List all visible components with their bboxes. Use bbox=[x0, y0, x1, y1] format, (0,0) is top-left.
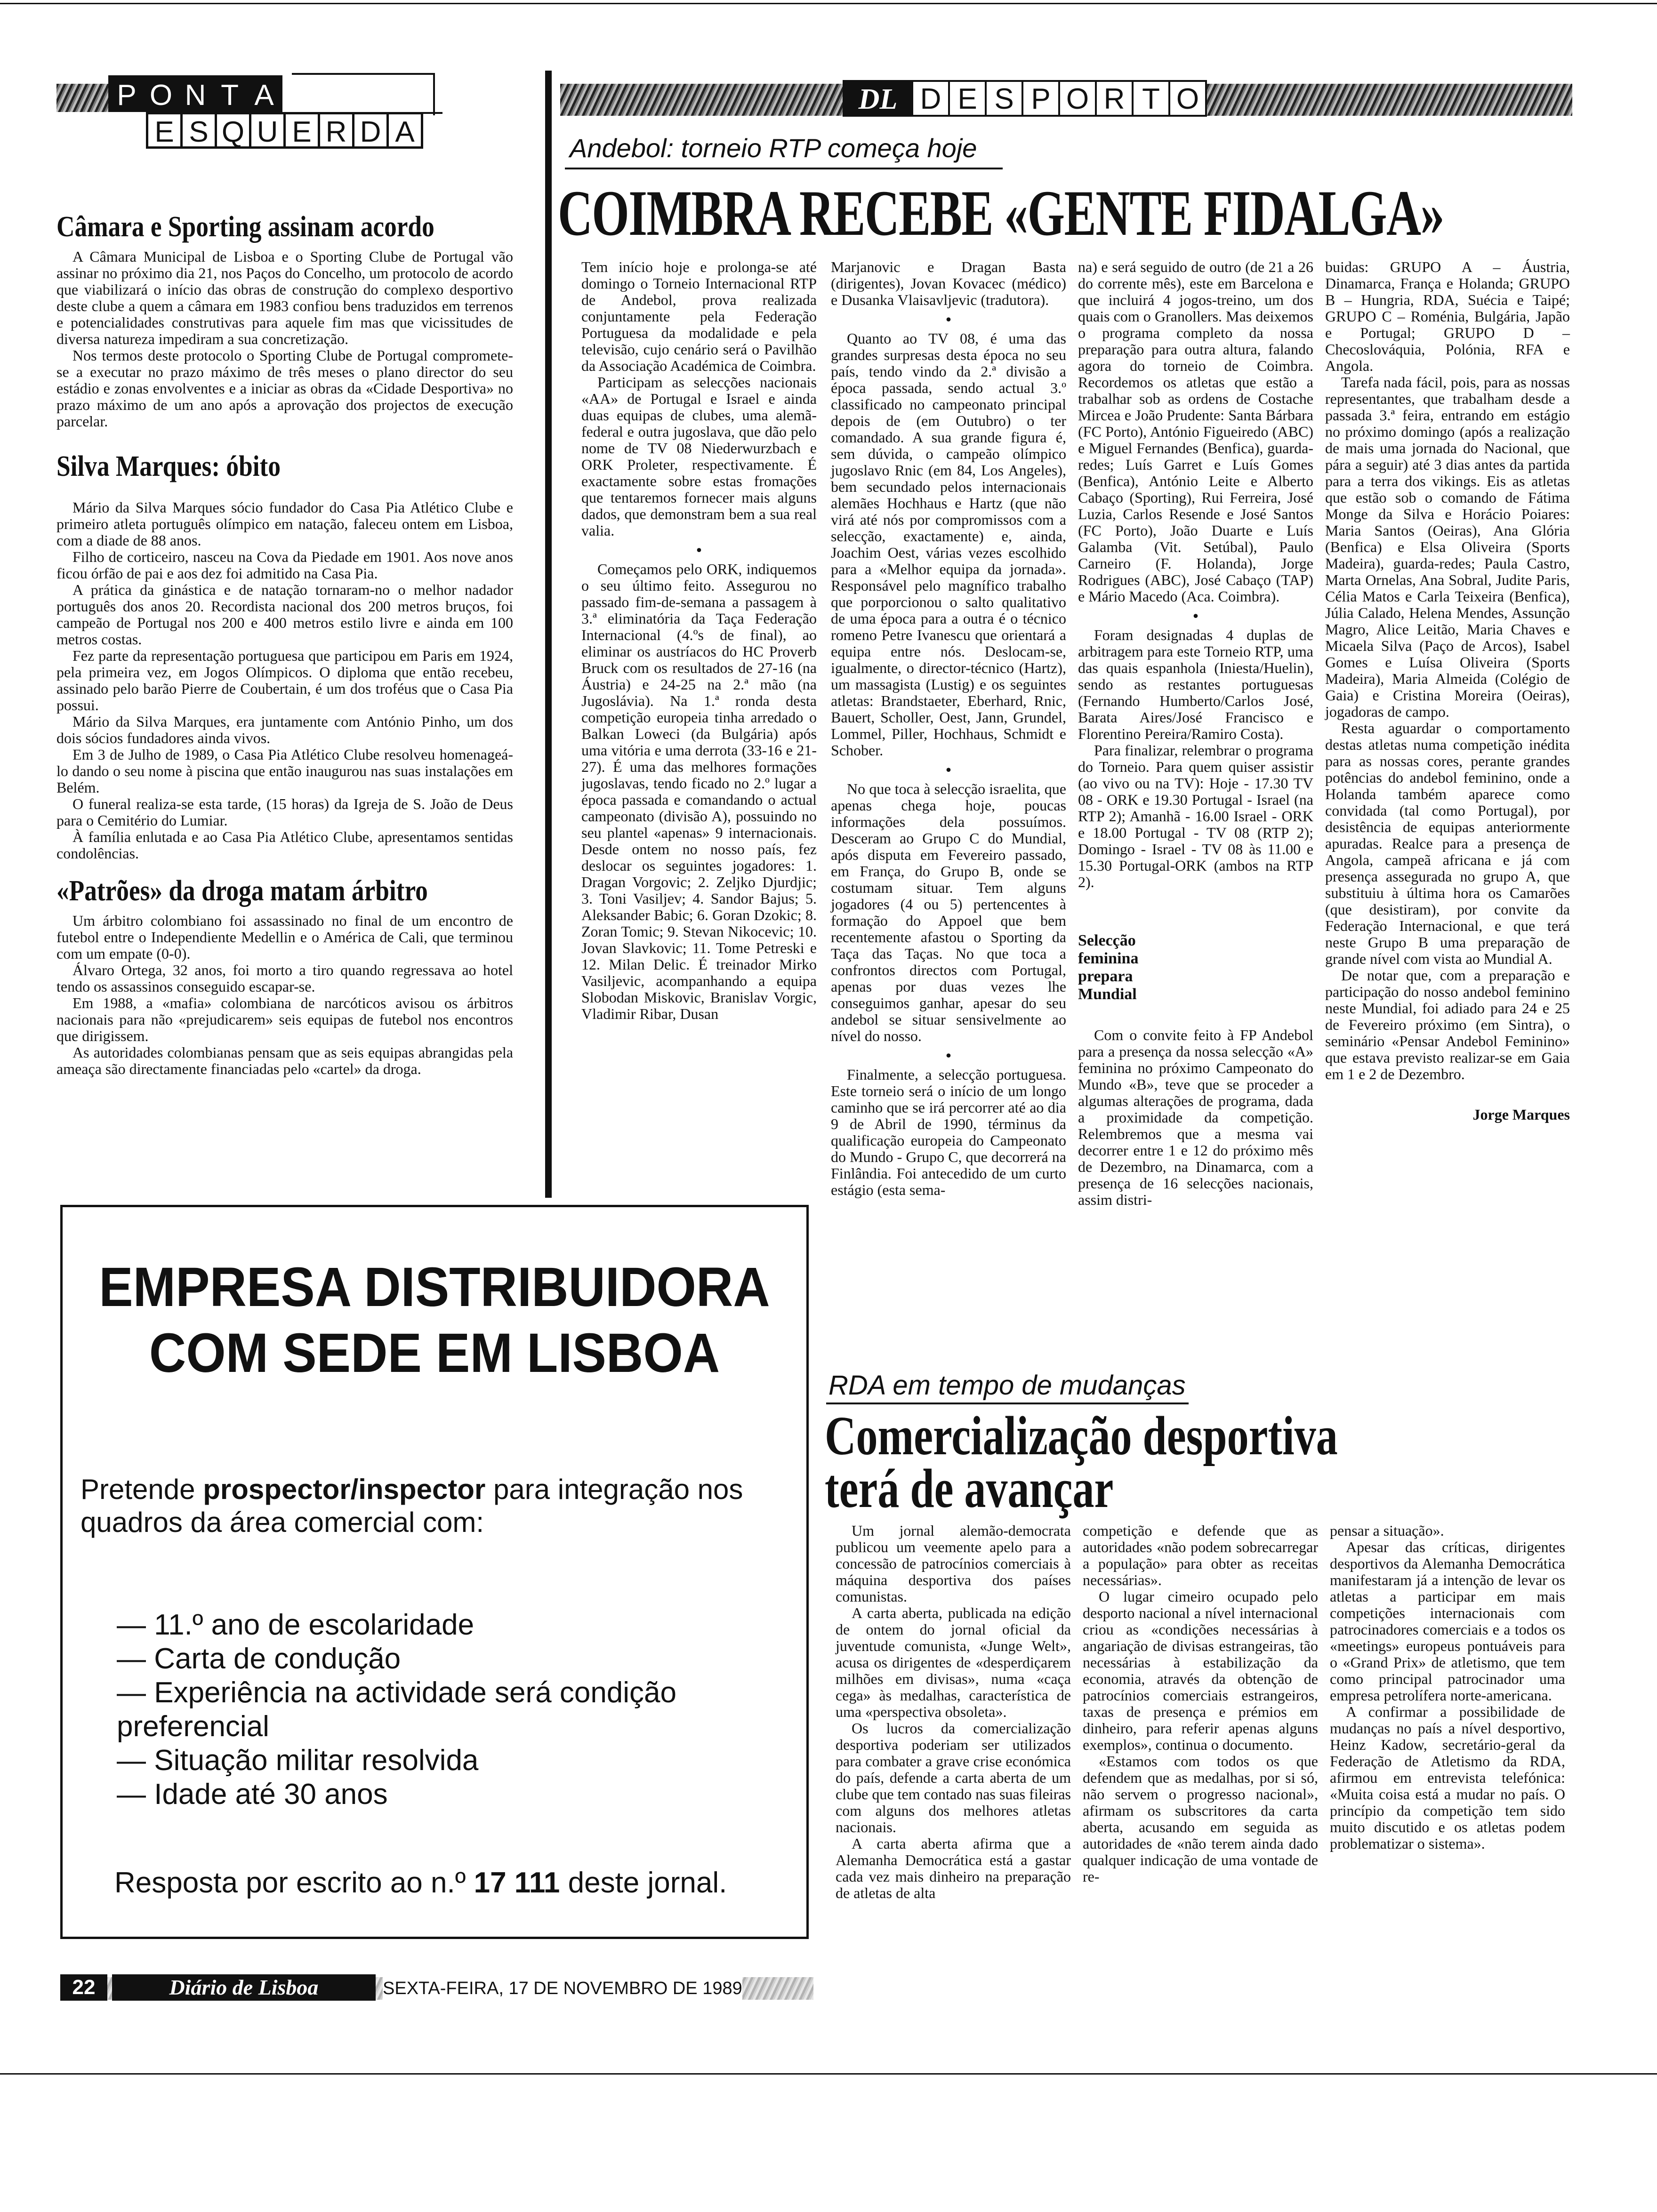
paragraph: Tarefa nada fácil, pois, para as nossas representantes, que trabalham desde a passada 3.ª feira, entrando em estágio no próximo domingo (após a realização de mais uma jornada do Nacional, que pára a seguir) até 3 dias antes da partida para a terra dos vikings. Eis as atletas que estão sob o comando de Fátima Monge da Silva e Horácio Poiares: Maria Santos (Oeiras), Ana Glória (Benfica) e Elsa Oliveira (Sports Madeira), guarda-redes; Paula Castro, Marta Ornelas, Ana Sobral, Judite Paris, Célia Matos e Carla Teixeira (Benfica), Júlia Calado, Helena Mendes, Assunção Magro, Alice Leitão, Maria Chaves e Micaela Silva (Paço de Arcos), Isabel Gomes e Luísa Oliveira (Sports Madeira), Maria Almeida (Colégio de Gaia) e Cristina Moreira (Oeiras), jogadoras de campo. bbox=[1325, 374, 1570, 720]
paragraph: Álvaro Ortega, 32 anos, foi morto a tiro quando regressava ao hotel tendo os assassinos conseguido escapar-se. bbox=[56, 962, 513, 995]
left-column bbox=[56, 212, 513, 1077]
box-letter: N bbox=[177, 75, 214, 112]
byline: Jorge Marques bbox=[1472, 1106, 1570, 1123]
box-letter: D bbox=[911, 80, 950, 117]
paragraph: Foram designadas 4 duplas de arbitragem para este Torneio RTP, uma das quais espanhola (Iniesta/Huelin), sendo as restantes portuguesas (Fernando Humberto/Carlos José, Barata Aires/José Francisco e Florentino Pereira/Ramiro Costa). bbox=[1078, 626, 1313, 742]
article-title: «Patrões» da droga matam árbitro bbox=[56, 875, 428, 907]
paragraph: Apesar das críticas, dirigentes desportivos da Alemanha Democrática manifestaram já a intenção de levar os atletas a participar em mais competições internacionais com patrocinadores comerciais e a todos os «meetings» europeus pontuáveis para o «Grand Prix» de atletismo, que tem como principal patrocinador uma empresa petrolífera norte-americana. bbox=[1330, 1539, 1565, 1704]
paragraph: Para finalizar, relembrar o programa do Torneio. Para quem quiser assistir (ao vivo ou na TV): Hoje - 17.30 TV 08 - ORK e 19.30 Portugal - Israel (na RTP 2); Amanhã - 16.00 Israel - ORK e 18.00 Portugal - TV 08 (RTP 2); Domingo - Israel - TV 08 às 11.00 e 15.30 Portugal-ORK (ambos na RTP 2). bbox=[1078, 742, 1313, 890]
paragraph-separator: • bbox=[946, 311, 951, 328]
section-header-letters bbox=[843, 80, 1205, 117]
advert-intro: Pretende prospector/inspector para integração nos quadros da área comercial com: bbox=[80, 1474, 743, 1538]
advert-box bbox=[60, 1205, 809, 1939]
article-title: Silva Marques: óbito bbox=[56, 450, 281, 482]
footer-date: SEXTA-FEIRA, 17 DE NOVEMBRO DE 1989 bbox=[383, 1977, 742, 2000]
box-letter: R bbox=[1095, 80, 1134, 117]
paragraph: competição e defende que as autoridades «não podem sobrecarregar a população» para obter as receitas necessárias». bbox=[1083, 1522, 1318, 1588]
paragraph: O funeral realiza-se esta tarde, (15 horas) da Igreja de S. João de Deus para o Cemitério do Lumiar. bbox=[56, 795, 513, 829]
second-col-2 bbox=[1083, 1523, 1318, 1885]
paragraph: A carta aberta afirma que a Alemanha Democrática está a gastar cada vez mais dinheiro na preparação de atletas de alta bbox=[836, 1835, 1071, 1901]
paragraph: As autoridades colombianas pensam que as seis equipas abrangidas pela ameaça são directamente financiadas pelo «cartel» da droga. bbox=[56, 1044, 513, 1077]
box-letter: R bbox=[318, 112, 354, 149]
paragraph: A Câmara Municipal de Lisboa e o Sporting Clube de Portugal vão assinar no próximo dia 21, nos Paços do Concelho, um protocolo de acordo que viabilizará o início das obras de construção do complexo desportivo deste clube a quem a câmara em 1983 confiou bens traduzidos em terrenos e potencialidades construtivas para aquele fim mas que vicissitudes de diversa natureza impediram a sua concretização. bbox=[56, 248, 513, 347]
paragraph: Tem início hoje e prolonga-se até domingo o Torneio Internacional RTP de Andebol, prova realizada conjuntamente pela Federação Portuguesa da modalidade e pela televisão, cujo cenário será o Pavilhão da Associação Académica de Coimbra. bbox=[581, 258, 817, 374]
main-col-2 bbox=[831, 259, 1066, 1198]
paragraph: Marjanovic e Dragan Basta (dirigentes), Jovan Kovacec (médico) e Dusanka Vlaisavljevic (tradutora). bbox=[831, 258, 1066, 308]
box-letter: A bbox=[246, 75, 282, 112]
second-col-3 bbox=[1330, 1523, 1565, 1852]
box-letter: P bbox=[1022, 80, 1060, 117]
paper-name: Diário de Lisboa bbox=[112, 1974, 376, 2001]
advert-requirement: — Carta de condução bbox=[117, 1643, 401, 1675]
second-kicker-rule bbox=[826, 1403, 1189, 1404]
ponta-row bbox=[108, 75, 280, 112]
second-headline: Comercialização desportiva terá de avançar bbox=[825, 1405, 1338, 1519]
paragraph: Um jornal alemão-democrata publicou um veemente apelo para a concessão de patrocínios comerciais à máquina desportiva dos países comunistas. bbox=[836, 1522, 1071, 1605]
box-letter: U bbox=[249, 112, 286, 149]
advert-requirement: — Experiência na actividade será condição preferencial bbox=[117, 1676, 677, 1743]
box-letter: S bbox=[985, 80, 1023, 117]
paragraph: buidas: GRUPO A – Áustria, Dinamarca, França e Holanda; GRUPO B – Hungria, RDA, Suécia e Taipé; GRUPO C – Roménia, Bulgária, Japão e Portugal; GRUPO D – Checoslováquia, Polónia, RFA e Angola. bbox=[1325, 258, 1570, 374]
article-body bbox=[56, 248, 513, 430]
box-letter: E bbox=[283, 112, 320, 149]
paragraph: Nos termos deste protocolo o Sporting Clube de Portugal compromete-se a executar no prazo máximo de três meses o plano director do seu estádio e zonas envolventes e a iniciar as obras da «Cidade Desportiva» no prazo máximo de um ano após a aprovação dos projectos de execução parcelar. bbox=[56, 347, 513, 430]
box-letter: D bbox=[352, 112, 389, 149]
box-letter: A bbox=[386, 112, 423, 149]
paragraph-separator: • bbox=[946, 761, 951, 778]
paragraph: Resta aguardar o comportamento destas atletas numa competição inédita para as nossas cores, perante grandes potências do andebol feminino, onde a Holanda também aparece como convidada (tal como Portugal), por desistência de equipas anteriormente apuradas. Realce para a presença de Angola, campeã africana e já com presença assegurada no grupo A, que substituiu à última hora os Camarões (que desistiram), por convite da Federação Internacional, e que terá neste Grupo B uma preparação de grande nível com vista ao Mundial A. bbox=[1325, 720, 1570, 967]
article-patroes bbox=[56, 876, 513, 1077]
column-divider bbox=[545, 71, 552, 1198]
paragraph: De notar que, com a preparação e participação do nosso andebol feminino neste Mundial, foi adiado para 24 e 25 de Fevereiro próximo (em Sintra), o seminário «Pensar Andebol Feminino» que estava previsto realizar-se em Gaia em 1 e 2 de Dezembro. bbox=[1325, 967, 1570, 1082]
paragraph-separator: • bbox=[946, 1047, 951, 1064]
main-col-1 bbox=[581, 259, 817, 1022]
subhead-feminina: Selecção feminina prepara Mundial bbox=[1078, 932, 1139, 1003]
main-kicker: Andebol: torneio RTP começa hoje bbox=[570, 133, 977, 163]
paragraph-separator: • bbox=[1193, 607, 1199, 624]
paragraph: No que toca à selecção israelita, que apenas chega hoje, poucas informações dela possuímos. Desceram ao Grupo C do Mundial, após disputa em Fevereiro passado, em França, do Grupo B, onde se costumam situar. Tem alguns jogadores (4 ou 5) pertencentes à formação do Appoel que bem recentemente afastou o Sporting da Taça das Taças. No que toca a confrontos directos com Portugal, apenas por duas vezes lhe conseguimos ganhar, apesar do seu andebol se situar sensivelmente ao nível do nosso. bbox=[831, 780, 1066, 1044]
kicker-rule bbox=[565, 168, 1003, 169]
box-letter: P bbox=[108, 75, 145, 112]
paragraph: Um árbitro colombiano foi assassinado no final de um encontro de futebol entre o Independiente Medellin e o América de Cali, que terminou com um empate (0-0). bbox=[56, 912, 513, 962]
paragraph: Quanto ao TV 08, é uma das grandes surpresas desta época no seu país, tendo vindo da 2.ª divisão a época passada, sendo actual 3.º classificado no campeonato principal depois de (em Outubro) o ter comandado. A sua grande figura é, sem dúvida, o campeão olímpico jugoslavo Rnic (em 84, Los Angeles), bem secundado pelos internacionais alemães Hochhaus e Hartz (que não virá até nós por compromissos com a selecção, exactamente) e, ainda, Joachim Oest, várias vezes escolhido para a «Melhor equipa da jornada». Responsável pelo magnífico trabalho que porporcionou o salto qualitativo de uma época para a outra é o técnico romeno Petre Ivanescu que orientará a equipa entre nós. Deslocam-se, igualmente, o director-técnico (Hartz), um massagista (Lustig) e os seguintes atletas: Brandstaeter, Eberhard, Rnic, Bauert, Scholler, Oest, Jann, Grundel, Lommel, Piller, Hochhaus, Schmidt e Schober. bbox=[831, 330, 1066, 759]
paragraph: Fez parte da representação portuguesa que participou em Paris em 1924, pela primeira vez, em Jogos Olímpicos. O diploma que então recebeu, assinado pelo barão Pierre de Coubertain, é um dos troféus que o Casa Pia possui. bbox=[56, 647, 513, 713]
article-camara bbox=[56, 212, 513, 430]
box-letter: Q bbox=[215, 112, 251, 149]
article-silva-marques bbox=[56, 451, 513, 862]
box-letter: O bbox=[143, 75, 179, 112]
paragraph: Em 1988, a «mafia» colombiana de narcóticos avisou os árbitros nacionais para não «prejudicarem» seis equipas de futebol nos encontros que dirigissem. bbox=[56, 994, 513, 1044]
top-rule bbox=[0, 3, 1657, 4]
second-kicker: RDA em tempo de mudanças bbox=[828, 1370, 1186, 1401]
paragraph-separator: • bbox=[696, 541, 702, 558]
paragraph: Mário da Silva Marques, era juntamente com António Pinho, um dos dois sócios fundadores ainda vivos. bbox=[56, 713, 513, 746]
article-body bbox=[56, 913, 513, 1077]
main-col-4 bbox=[1325, 259, 1570, 1123]
advert-title: EMPRESA DISTRIBUIDORA COM SEDE EM LISBOA bbox=[99, 1256, 770, 1384]
paragraph: Finalmente, a selecção portuguesa. Este torneio será o início de um longo caminho que se irá percorrer até ao dia 9 de Abril de 1990, términus da qualificação europeia do Campeonato do Mundo - Grupo C, que decorrerá na Finlândia. Foi antecedido de um curto estágio (esta sema- bbox=[831, 1066, 1066, 1198]
footer bbox=[60, 1974, 861, 2003]
page-number: 22 bbox=[60, 1974, 107, 2001]
paragraph: Participam as selecções nacionais «AA» de Portugal e Israel e ainda duas equipas de clubes, uma alemã-federal e outra jugoslava, que dão pelo nome de TV 08 Niederwurzbach e ORK Proleter, respectivamente. É exactamente sobre estas fromações que tentaremos fornecer mais alguns dados, que demonstram bem a sua real valia. bbox=[581, 374, 817, 539]
box-letter: T bbox=[211, 75, 248, 112]
box-letter: O bbox=[1058, 80, 1097, 117]
paragraph: na) e será seguido de outro (de 21 a 26 do corrente mês), este em Barcelona e que incluirá 4 jogos-treino, um dos quais com o Granollers. Mas deixemos o programa completo da nossa preparação para outra altura, falando agora do torneio de Coimbra. Recordemos os atletas que estão a trabalhar sob as ordens de Costache Mircea e João Prudente: Santa Bárbara (FC Porto), António Figueiredo (ABC) e Miguel Fernandes (Benfica), guarda-redes; Luís Garret e Luís Gomes (Benfica), António Leite e Alberto Cabaço (Sporting), Rui Ferreira, José Luzia, Carlos Resende e José Santos (FC Porto), João Duarte e Luís Galamba (Vit. Setúbal), Paulo Carneiro (F. Holanda), Jorge Rodrigues (ABC), José Cabaço (TAP) e Mário Macedo (Aca. Coimbra). bbox=[1078, 258, 1313, 605]
box-letter: E bbox=[948, 80, 987, 117]
advert-requirement: — Idade até 30 anos bbox=[117, 1778, 388, 1811]
esquerda-row bbox=[146, 112, 421, 149]
dl-logo: DL bbox=[843, 80, 913, 117]
advert-requirement: — 11.º ano de escolaridade bbox=[117, 1609, 475, 1641]
paragraph: pensar a situação». bbox=[1330, 1522, 1444, 1539]
paragraph: Mário da Silva Marques sócio fundador do Casa Pia Atlético Clube e primeiro atleta português olímpico em natação, faleceu ontem em Lisboa, com a diade de 88 anos. bbox=[56, 499, 513, 549]
paragraph: Filho de corticeiro, nasceu na Cova da Piedade em 1901. Aos nove anos ficou órfão de pai e aos dez foi admitido na Casa Pia. bbox=[56, 548, 513, 582]
box-letter: T bbox=[1132, 80, 1170, 117]
advert-reply: Resposta por escrito ao n.º 17 111 deste jornal. bbox=[114, 1867, 727, 1899]
paragraph: Começamos pelo ORK, indiquemos o seu último feito. Assegurou no passado fim-de-semana a passagem à 3.ª eliminatória da Taça Federação Internacional (4.ºs de final), ao eliminar os austríacos do HC Proverb Bruck com os resultados de 27-16 (na Áustria) e 24-25 na 2.ª mão (na Jugoslávia). Na 1.ª ronda desta competição europeia tinha arredado o Balkan Loweci (da Bulgária) após uma vitória e uma derrota (33-16 e 21-27). É uma das melhores formações jugoslavas, tendo ficado no 2.º lugar a época passada e comandando o actual campeonato (divisão A), possuindo no seu plantel «apenas» 9 internacionais. Desde ontem no nosso país, fez deslocar os seguintes jogadores: 1. Dragan Vorgovic; 2. Zeljko Djurdjic; 3. Toni Vasiljev; 4. Sandor Bajus; 5. Aleksander Babic; 6. Goran Dzokic; 8. Zoran Tomic; 9. Stevan Nikocevic; 10. Jovan Slavkovic; 11. Tome Petreski e 12. Milan Delic. É treinador Mirko Vasiljevic, acompanhando a equipa Slobodan Miskovic, Branislav Vorgic, Vladimir Ribar, Dusan bbox=[581, 561, 817, 1022]
paragraph: A carta aberta, publicada na edição de ontem do jornal oficial da juventude comunista, «Junge Welt», acusa os dirigentes de «desperdiçarem milhões em divisas», numa «caça cega» às medalhas, característica de uma «perspectiva obsoleta». bbox=[836, 1604, 1071, 1720]
bottom-rule bbox=[0, 2073, 1657, 2075]
box-letter: E bbox=[146, 112, 183, 149]
advert-requirement: — Situação militar resolvida bbox=[117, 1744, 479, 1777]
paragraph: A confirmar a possibilidade de mudanças no país a nível desportivo, Heinz Kadow, secretário-geral da Federação de Atletismo da RDA, afirmou em entrevista telefónica: «Muita coisa está a mudar no país. O princípio da competição tem sido muito discutido e os atletas podem problematizar o sistema». bbox=[1330, 1703, 1565, 1852]
second-col-1 bbox=[836, 1523, 1071, 1901]
paragraph: O lugar cimeiro ocupado pelo desporto nacional a nível internacional criou as «condições necessárias à angariação de divisas estrangeiras, tão necessárias à estabilização da economia, através da obtenção de patrocínios comerciais estrangeiros, taxas de presença e prémios em dinheiro, para referir apenas alguns exemplos», continua o documento. bbox=[1083, 1588, 1318, 1753]
section-header bbox=[560, 80, 1572, 120]
ponta-esquerda-logo bbox=[56, 75, 504, 193]
paragraph: «Estamos com todos os que defendem que as medalhas, por si só, não servem o progresso nacional», afirmam os subscritores da carta aberta, acusando em seguida as autoridades de «não terem ainda dado qualquer indicação de uma vontade de re- bbox=[1083, 1753, 1318, 1885]
paragraph: A prática da ginástica e de natação tornaram-no o melhor nadador português dos anos 20. Recordista nacional dos 200 metros bruços, foi campeão de Portugal nos 200 e 400 metros estilo livre e ainda em 100 metros costas. bbox=[56, 581, 513, 648]
advert-requirements bbox=[117, 1608, 776, 1811]
article-title: Câmara e Sporting assinam acordo bbox=[56, 211, 434, 243]
paragraph: Com o convite feito à FP Andebol para a presença da nossa selecção «A» feminina no próximo Campeonato do Mundo «B», teve que se proceder a algumas alterações de programa, dada a proximidade da competição. Relembremos que a mesma vai decorrer entre 1 e 12 do próximo mês de Dezembro, na Dinamarca, com a presença de 16 selecções nacionais, assim distri- bbox=[1078, 1026, 1313, 1208]
article-body bbox=[56, 499, 513, 862]
paragraph: Em 3 de Julho de 1989, o Casa Pia Atlético Clube resolveu homenageá-lo dando o seu nome à piscina que então inaugurou nas suas instalações em Belém. bbox=[56, 746, 513, 796]
paragraph: Os lucros da comercialização desportiva poderiam ser utilizados para combater a grave crise económica do país, defende a carta aberta de um clube que tem contado nas suas fileiras com alguns dos melhores atletas nacionais. bbox=[836, 1720, 1071, 1835]
paragraph: À família enlutada e ao Casa Pia Atlético Clube, apresentamos sentidas condolências. bbox=[56, 828, 513, 862]
main-col-3 bbox=[1078, 259, 1313, 1208]
box-letter: S bbox=[180, 112, 217, 149]
main-headline: COIMBRA RECEBE «GENTE FIDALGA» bbox=[558, 177, 1444, 249]
box-letter: O bbox=[1168, 80, 1207, 117]
